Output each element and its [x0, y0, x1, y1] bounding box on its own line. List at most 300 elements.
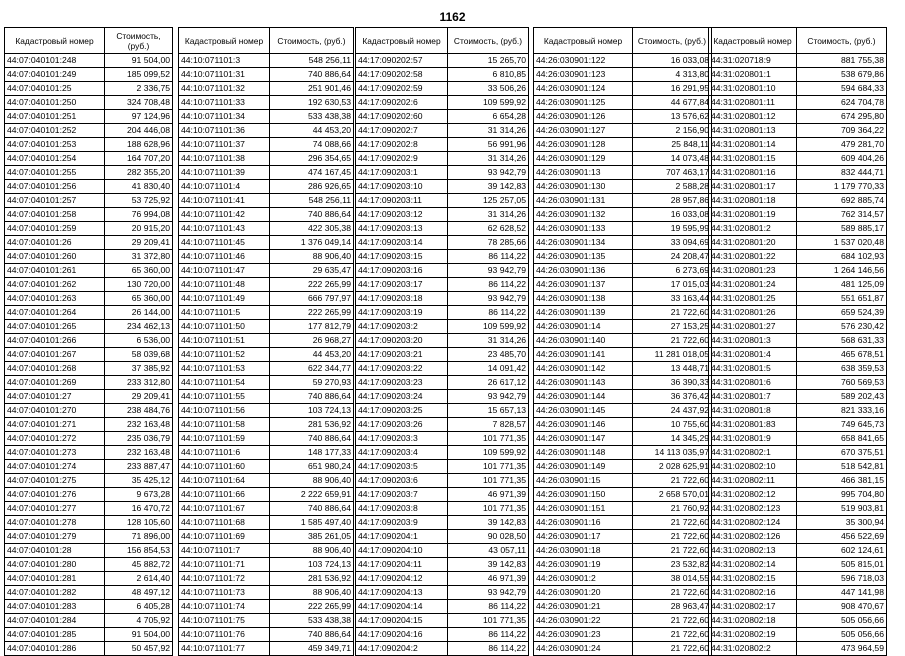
table-row	[709, 138, 887, 152]
cadastral-number-cell: 44:10:071101:55	[179, 390, 270, 404]
cadastral-number-cell: 44:26:030901:135	[534, 250, 633, 264]
cadastral-number-cell: 44:10:071101:68	[179, 516, 270, 530]
cost-cell: 2 658 570,01	[633, 488, 712, 502]
table-row	[179, 642, 354, 656]
cost-table-3	[355, 27, 529, 656]
table-row	[709, 642, 887, 656]
cost-cell: 125 257,05	[448, 194, 529, 208]
cadastral-number-cell: 44:17:090203:26	[356, 418, 448, 432]
table-row	[356, 110, 529, 124]
table-row	[356, 404, 529, 418]
table-row	[5, 110, 173, 124]
cost-cell: 16 291,95	[633, 82, 712, 96]
cost-cell: 86 114,22	[448, 628, 529, 642]
cost-cell: 58 039,68	[105, 348, 173, 362]
cadastral-number-cell: 44:26:030901:151	[534, 502, 633, 516]
cadastral-number-cell: 44:26:030901:127	[534, 124, 633, 138]
cadastral-number-cell: 44:26:030901:16	[534, 516, 633, 530]
cadastral-number-cell: 44:31:020801:15	[709, 152, 797, 166]
table-row	[534, 110, 712, 124]
cost-cell: 44 677,84	[633, 96, 712, 110]
table-row	[534, 418, 712, 432]
cadastral-number-cell: 44:07:040101:267	[5, 348, 105, 362]
cadastral-number-cell: 44:26:030901:131	[534, 194, 633, 208]
table-row	[5, 180, 173, 194]
cost-cell: 1 376 049,14	[270, 236, 354, 250]
cadastral-number-cell: 44:31:020802:10	[709, 460, 797, 474]
table-row	[5, 628, 173, 642]
table-row	[534, 530, 712, 544]
cadastral-number-cell: 44:17:090203:6	[356, 474, 448, 488]
cadastral-number-cell: 44:31:020802:17	[709, 600, 797, 614]
cost-cell: 505 815,01	[797, 558, 887, 572]
cost-cell: 21 722,60	[633, 586, 712, 600]
cadastral-number-cell: 44:17:090203:24	[356, 390, 448, 404]
header-cadastral-number: Кадастровый номер	[709, 28, 797, 54]
cadastral-number-cell: 44:26:030901:132	[534, 208, 633, 222]
table-row	[5, 82, 173, 96]
cadastral-number-cell: 44:17:090202:57	[356, 54, 448, 68]
cadastral-number-cell: 44:26:030901:145	[534, 404, 633, 418]
cadastral-number-cell: 44:17:090202:6	[356, 96, 448, 110]
cost-cell: 93 942,79	[448, 390, 529, 404]
cadastral-number-cell: 44:31:020802:1	[709, 446, 797, 460]
table-row	[709, 558, 887, 572]
cadastral-number-cell: 44:17:090204:2	[356, 642, 448, 656]
cost-cell: 466 381,15	[797, 474, 887, 488]
cadastral-number-cell: 44:26:030901:126	[534, 110, 633, 124]
table-row	[709, 418, 887, 432]
cadastral-number-cell: 44:26:030901:137	[534, 278, 633, 292]
cost-cell: 995 704,80	[797, 488, 887, 502]
table-row	[709, 572, 887, 586]
cost-cell: 659 524,39	[797, 306, 887, 320]
table-row	[534, 600, 712, 614]
cost-cell: 31 314,26	[448, 152, 529, 166]
cost-cell: 188 628,96	[105, 138, 173, 152]
cost-cell: 286 926,65	[270, 180, 354, 194]
cadastral-number-cell: 44:07:040101:271	[5, 418, 105, 432]
cost-cell: 21 722,60	[633, 334, 712, 348]
cost-cell: 821 333,16	[797, 404, 887, 418]
table-row	[709, 222, 887, 236]
cadastral-number-cell: 44:26:030901:134	[534, 236, 633, 250]
cost-cell: 109 599,92	[448, 446, 529, 460]
cost-cell: 31 372,80	[105, 250, 173, 264]
cost-cell: 222 265,99	[270, 306, 354, 320]
cadastral-number-cell: 44:26:030901:146	[534, 418, 633, 432]
table-row	[534, 474, 712, 488]
table-row	[709, 348, 887, 362]
cost-cell: 589 202,43	[797, 390, 887, 404]
table-row	[709, 278, 887, 292]
cost-cell: 101 771,35	[448, 502, 529, 516]
table-row	[5, 600, 173, 614]
cost-cell: 21 722,60	[633, 614, 712, 628]
cadastral-number-cell: 44:17:090203:2	[356, 320, 448, 334]
cadastral-number-cell: 44:10:071101:32	[179, 82, 270, 96]
table-row	[534, 292, 712, 306]
cost-cell: 296 354,65	[270, 152, 354, 166]
cadastral-number-cell: 44:31:020802:123	[709, 502, 797, 516]
cadastral-number-cell: 44:07:040101:255	[5, 166, 105, 180]
cadastral-number-cell: 44:17:090204:1	[356, 530, 448, 544]
cadastral-number-cell: 44:17:090204:16	[356, 628, 448, 642]
cost-cell: 35 425,12	[105, 474, 173, 488]
cadastral-number-cell: 44:07:040101:261	[5, 264, 105, 278]
table-row	[709, 82, 887, 96]
cost-cell: 6 810,85	[448, 68, 529, 82]
cost-cell: 35 300,94	[797, 516, 887, 530]
table-row	[5, 474, 173, 488]
cadastral-number-cell: 44:26:030901:24	[534, 642, 633, 656]
cost-cell: 465 678,51	[797, 348, 887, 362]
cost-cell: 26 617,12	[448, 376, 529, 390]
cost-cell: 1 537 020,48	[797, 236, 887, 250]
table-row	[5, 306, 173, 320]
table-row	[709, 488, 887, 502]
cadastral-number-cell: 44:10:071101:34	[179, 110, 270, 124]
cadastral-number-cell: 44:31:020801:27	[709, 320, 797, 334]
cost-cell: 14 113 035,97	[633, 446, 712, 460]
table-row	[709, 236, 887, 250]
cost-cell: 39 142,83	[448, 516, 529, 530]
table-row	[179, 446, 354, 460]
cost-cell: 2 336,75	[105, 82, 173, 96]
table-row	[534, 376, 712, 390]
table-row	[709, 54, 887, 68]
cost-cell: 44 453,20	[270, 348, 354, 362]
table-row	[179, 362, 354, 376]
cost-cell: 76 994,08	[105, 208, 173, 222]
cost-cell: 28 957,86	[633, 194, 712, 208]
table-row	[5, 96, 173, 110]
cost-cell: 29 209,41	[105, 390, 173, 404]
table-row	[534, 488, 712, 502]
cadastral-number-cell: 44:26:030901:17	[534, 530, 633, 544]
cost-cell: 624 704,78	[797, 96, 887, 110]
cost-cell: 9 673,28	[105, 488, 173, 502]
cost-cell: 23 485,70	[448, 348, 529, 362]
cadastral-number-cell: 44:26:030901:23	[534, 628, 633, 642]
table-row	[5, 446, 173, 460]
cadastral-number-cell: 44:17:090202:8	[356, 138, 448, 152]
cadastral-number-cell: 44:31:020802:16	[709, 586, 797, 600]
table-row	[356, 558, 529, 572]
header-cost: Стоимость, (руб.)	[448, 28, 529, 54]
table-row	[709, 320, 887, 334]
table-row	[179, 474, 354, 488]
table-row	[534, 516, 712, 530]
cost-cell: 97 124,96	[105, 110, 173, 124]
cost-cell: 41 830,40	[105, 180, 173, 194]
cost-cell: 232 163,48	[105, 446, 173, 460]
cost-cell: 548 256,11	[270, 194, 354, 208]
table-row	[356, 82, 529, 96]
header-cadastral-number: Кадастровый номер	[179, 28, 270, 54]
cadastral-number-cell: 44:07:040101:27	[5, 390, 105, 404]
cost-cell: 481 125,09	[797, 278, 887, 292]
cost-cell: 103 724,13	[270, 404, 354, 418]
cost-cell: 622 344,77	[270, 362, 354, 376]
table-row	[356, 138, 529, 152]
cadastral-number-cell: 44:31:020801:18	[709, 194, 797, 208]
table-row	[5, 418, 173, 432]
cost-cell: 38 014,55	[633, 572, 712, 586]
cost-cell: 1 585 497,40	[270, 516, 354, 530]
cost-cell: 65 360,00	[105, 264, 173, 278]
cadastral-number-cell: 44:07:040101:259	[5, 222, 105, 236]
cadastral-number-cell: 44:17:090203:11	[356, 194, 448, 208]
cost-cell: 609 404,26	[797, 152, 887, 166]
cost-cell: 25 848,11	[633, 138, 712, 152]
cadastral-number-cell: 44:17:090203:15	[356, 250, 448, 264]
table-row	[5, 54, 173, 68]
cadastral-number-cell: 44:10:071101:77	[179, 642, 270, 656]
cadastral-number-cell: 44:07:040101:278	[5, 516, 105, 530]
table-row	[5, 222, 173, 236]
cadastral-number-cell: 44:17:090203:16	[356, 264, 448, 278]
header-cadastral-number: Кадастровый номер	[5, 28, 105, 54]
cadastral-number-cell: 44:10:071101:64	[179, 474, 270, 488]
cost-cell: 740 886,64	[270, 68, 354, 82]
cost-cell: 36 390,33	[633, 376, 712, 390]
cost-cell: 21 722,60	[633, 474, 712, 488]
cadastral-number-cell: 44:31:020801:10	[709, 82, 797, 96]
cost-cell: 533 438,38	[270, 614, 354, 628]
cost-cell: 93 942,79	[448, 166, 529, 180]
table-row	[179, 96, 354, 110]
table-row	[356, 180, 529, 194]
table-row	[356, 292, 529, 306]
cadastral-number-cell: 44:07:040101:281	[5, 572, 105, 586]
cost-cell: 538 679,86	[797, 68, 887, 82]
cost-cell: 192 630,53	[270, 96, 354, 110]
cost-cell: 740 886,64	[270, 502, 354, 516]
cost-cell: 21 722,60	[633, 628, 712, 642]
cost-cell: 2 222 659,91	[270, 488, 354, 502]
cadastral-number-cell: 44:17:090202:58	[356, 68, 448, 82]
table-row	[356, 432, 529, 446]
cost-cell: 6 654,28	[448, 110, 529, 124]
cadastral-number-cell: 44:07:040101:262	[5, 278, 105, 292]
cadastral-number-cell: 44:07:040101:265	[5, 320, 105, 334]
cadastral-number-cell: 44:07:040101:264	[5, 306, 105, 320]
cost-cell: 33 163,44	[633, 292, 712, 306]
table-row	[356, 362, 529, 376]
cadastral-number-cell: 44:31:020801:13	[709, 124, 797, 138]
table-row	[709, 474, 887, 488]
cadastral-number-cell: 44:10:071101:59	[179, 432, 270, 446]
cadastral-number-cell: 44:31:020801:23	[709, 264, 797, 278]
table-row	[709, 110, 887, 124]
cadastral-number-cell: 44:17:090204:13	[356, 586, 448, 600]
cost-cell: 26 144,00	[105, 306, 173, 320]
table-row	[709, 530, 887, 544]
cost-cell: 21 722,60	[633, 530, 712, 544]
cost-cell: 56 991,96	[448, 138, 529, 152]
cost-cell: 20 915,20	[105, 222, 173, 236]
page-number: 1162	[439, 10, 466, 24]
cadastral-number-cell: 44:10:071101:50	[179, 320, 270, 334]
cadastral-number-cell: 44:31:020802:12	[709, 488, 797, 502]
cost-cell: 53 725,92	[105, 194, 173, 208]
table-row	[534, 572, 712, 586]
cost-cell: 36 376,42	[633, 390, 712, 404]
table-row	[179, 222, 354, 236]
cadastral-number-cell: 44:10:071101:31	[179, 68, 270, 82]
table-row	[534, 404, 712, 418]
cadastral-number-cell: 44:07:040101:253	[5, 138, 105, 152]
cost-cell: 21 722,60	[633, 516, 712, 530]
cost-cell: 91 504,00	[105, 628, 173, 642]
cadastral-number-cell: 44:10:071101:69	[179, 530, 270, 544]
table-row	[534, 362, 712, 376]
cadastral-number-cell: 44:31:020801:3	[709, 334, 797, 348]
cadastral-number-cell: 44:26:030901:149	[534, 460, 633, 474]
cost-cell: 762 314,57	[797, 208, 887, 222]
cost-cell: 881 755,38	[797, 54, 887, 68]
cost-cell: 156 854,53	[105, 544, 173, 558]
cadastral-number-cell: 44:31:020802:2	[709, 642, 797, 656]
table-row	[356, 446, 529, 460]
cadastral-number-cell: 44:07:040101:283	[5, 600, 105, 614]
table-row	[179, 488, 354, 502]
cost-cell: 740 886,64	[270, 208, 354, 222]
cadastral-number-cell: 44:17:090204:11	[356, 558, 448, 572]
table-row	[709, 306, 887, 320]
table-row	[5, 138, 173, 152]
cadastral-number-cell: 44:07:040101:268	[5, 362, 105, 376]
cost-cell: 658 841,65	[797, 432, 887, 446]
cadastral-number-cell: 44:07:040101:251	[5, 110, 105, 124]
table-row	[534, 208, 712, 222]
cost-cell: 86 114,22	[448, 250, 529, 264]
table-row	[179, 208, 354, 222]
table-row	[534, 82, 712, 96]
cost-cell: 6 536,00	[105, 334, 173, 348]
table-row	[179, 250, 354, 264]
table-row	[709, 432, 887, 446]
cadastral-number-cell: 44:31:020801:25	[709, 292, 797, 306]
cadastral-number-cell: 44:10:071101:43	[179, 222, 270, 236]
cost-cell: 1 264 146,56	[797, 264, 887, 278]
cost-table-4	[533, 27, 712, 656]
table-row	[534, 320, 712, 334]
cadastral-number-cell: 44:17:090203:25	[356, 404, 448, 418]
cadastral-number-cell: 44:17:090203:20	[356, 334, 448, 348]
cost-cell: 740 886,64	[270, 628, 354, 642]
cost-cell: 692 885,74	[797, 194, 887, 208]
cost-cell: 10 755,60	[633, 418, 712, 432]
table-row	[179, 460, 354, 474]
cadastral-number-cell: 44:26:030901:130	[534, 180, 633, 194]
cadastral-number-cell: 44:17:090203:8	[356, 502, 448, 516]
cost-cell: 71 896,00	[105, 530, 173, 544]
cost-cell: 45 882,72	[105, 558, 173, 572]
cost-cell: 29 635,47	[270, 264, 354, 278]
table-row	[356, 530, 529, 544]
table-row	[356, 68, 529, 82]
cadastral-number-cell: 44:31:020802:124	[709, 516, 797, 530]
cost-cell: 109 599,92	[448, 320, 529, 334]
table-row	[179, 320, 354, 334]
table-row	[709, 362, 887, 376]
cost-cell: 46 971,39	[448, 572, 529, 586]
table-row	[356, 124, 529, 138]
cost-cell: 15 265,70	[448, 54, 529, 68]
cost-cell: 185 099,52	[105, 68, 173, 82]
cadastral-number-cell: 44:31:020801:83	[709, 418, 797, 432]
cadastral-number-cell: 44:17:090203:14	[356, 236, 448, 250]
table-row	[5, 68, 173, 82]
table-row	[179, 264, 354, 278]
cost-cell: 59 270,93	[270, 376, 354, 390]
cadastral-number-cell: 44:31:020801:19	[709, 208, 797, 222]
cost-cell: 674 295,80	[797, 110, 887, 124]
table-row	[709, 446, 887, 460]
cadastral-number-cell: 44:10:071101:33	[179, 96, 270, 110]
cadastral-number-cell: 44:26:030901:122	[534, 54, 633, 68]
cadastral-number-cell: 44:07:040101:249	[5, 68, 105, 82]
cadastral-number-cell: 44:26:030901:20	[534, 586, 633, 600]
cadastral-number-cell: 44:10:071101:76	[179, 628, 270, 642]
table-row	[356, 488, 529, 502]
table-row	[709, 502, 887, 516]
table-row	[179, 502, 354, 516]
cost-cell: 548 256,11	[270, 54, 354, 68]
cadastral-number-cell: 44:07:040101:258	[5, 208, 105, 222]
table-row	[534, 334, 712, 348]
cost-cell: 21 722,60	[633, 642, 712, 656]
cadastral-number-cell: 44:31:020802:13	[709, 544, 797, 558]
cadastral-number-cell: 44:07:040101:248	[5, 54, 105, 68]
cost-cell: 238 484,76	[105, 404, 173, 418]
cadastral-number-cell: 44:17:090203:19	[356, 306, 448, 320]
cadastral-number-cell: 44:26:030901:143	[534, 376, 633, 390]
cost-cell: 101 771,35	[448, 432, 529, 446]
table-row	[5, 502, 173, 516]
cadastral-number-cell: 44:31:020801:9	[709, 432, 797, 446]
cadastral-number-cell: 44:10:071101:73	[179, 586, 270, 600]
cost-cell: 33 506,26	[448, 82, 529, 96]
cadastral-number-cell: 44:31:020802:14	[709, 558, 797, 572]
cadastral-number-cell: 44:17:090203:21	[356, 348, 448, 362]
table-row	[356, 334, 529, 348]
cadastral-number-cell: 44:07:040101:269	[5, 376, 105, 390]
table-row	[534, 558, 712, 572]
table-header-row	[534, 28, 712, 54]
table-row	[356, 96, 529, 110]
table-row	[709, 208, 887, 222]
table-row	[179, 124, 354, 138]
cost-cell: 1 179 770,33	[797, 180, 887, 194]
table-row	[5, 348, 173, 362]
table-row	[179, 628, 354, 642]
cadastral-number-cell: 44:07:040101:266	[5, 334, 105, 348]
cadastral-number-cell: 44:31:020802:19	[709, 628, 797, 642]
table-row	[709, 180, 887, 194]
table-row	[356, 166, 529, 180]
cadastral-number-cell: 44:10:071101:74	[179, 600, 270, 614]
cadastral-number-cell: 44:26:030901:138	[534, 292, 633, 306]
cost-cell: 148 177,33	[270, 446, 354, 460]
cost-cell: 651 980,24	[270, 460, 354, 474]
cadastral-number-cell: 44:10:071101:56	[179, 404, 270, 418]
cadastral-number-cell: 44:10:071101:67	[179, 502, 270, 516]
table-row	[179, 348, 354, 362]
table-row	[356, 516, 529, 530]
